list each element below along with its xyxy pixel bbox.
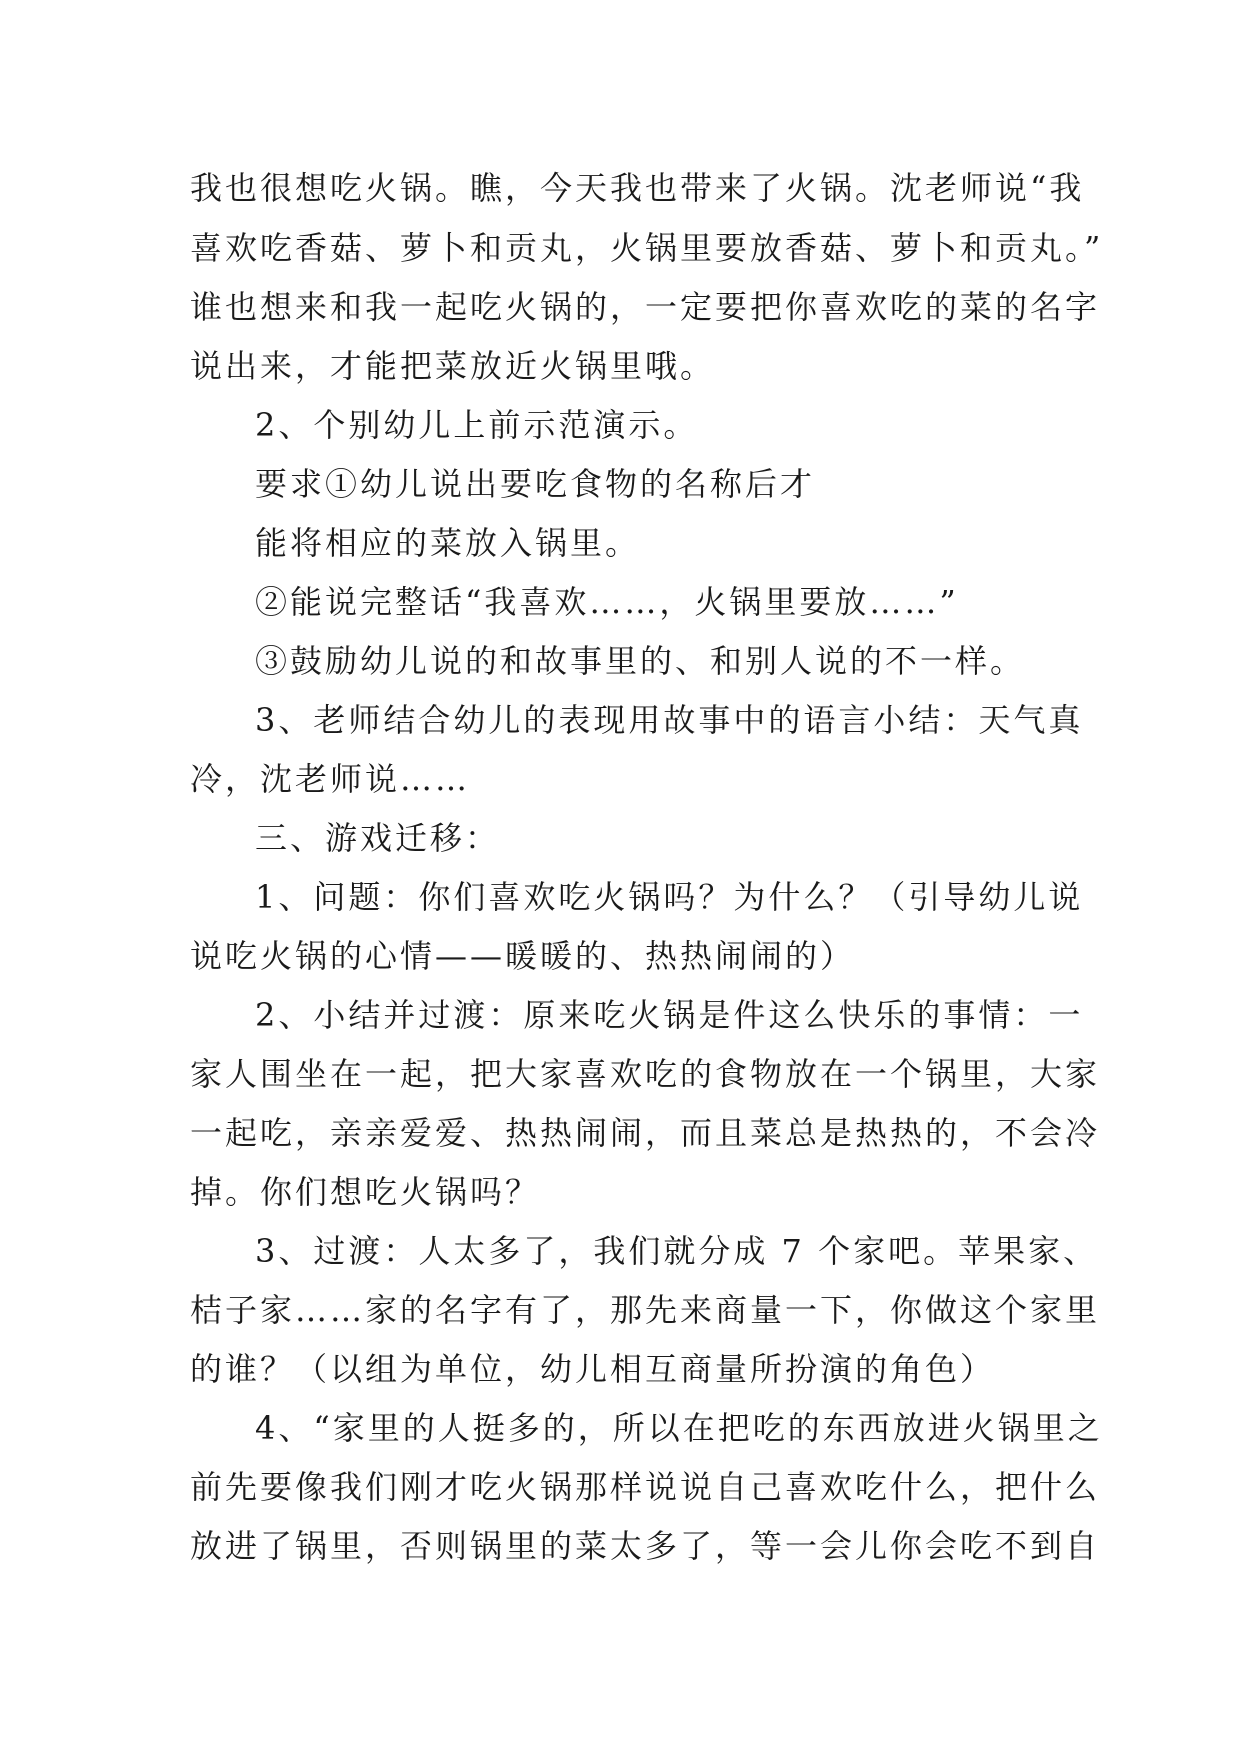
text-line: 冷，沈老师说…… [190,760,471,798]
text-line: 1、问题：你们喜欢吃火锅吗？为什么？（引导幼儿说 [255,878,1084,916]
text-line: 3、老师结合幼儿的表现用故事中的语言小结：天气真 [255,701,1084,739]
text-line: ③鼓励幼儿说的和故事里的、和别人说的不一样。 [255,642,1026,680]
text-line: 说出来，才能把菜放近火锅里哦。 [190,347,716,385]
text-line: 2、个别幼儿上前示范演示。 [255,406,699,444]
text-line: 说吃火锅的心情——暖暖的、热热闹闹的） [190,937,856,975]
section-heading: 三、游戏迁移： [255,819,501,857]
text-line: 3、过渡：人太多了，我们就分成 7 个家吧。苹果家、 [255,1232,1099,1270]
text-line: 一起吃，亲亲爱爱、热热闹闹，而且菜总是热热的，不会冷 [190,1114,1101,1152]
text-line: 能将相应的菜放入锅里。 [255,524,641,562]
text-line: ②能说完整话“我喜欢……，火锅里要放……” [255,583,959,621]
text-line: 谁也想来和我一起吃火锅的，一定要把你喜欢吃的菜的名字 [190,288,1101,326]
text-line: 我也很想吃火锅。瞧，今天我也带来了火锅。沈老师说“我 [190,169,1085,207]
text-line: 放进了锅里，否则锅里的菜太多了，等一会儿你会吃不到自 [190,1527,1101,1565]
text-line: 要求①幼儿说出要吃食物的名称后才 [255,465,816,503]
text-line: 4、“家里的人挺多的，所以在把吃的东西放进火锅里之 [255,1409,1103,1447]
text-line: 2、小结并过渡：原来吃火锅是件这么快乐的事情：一 [255,996,1084,1034]
text-line: 掉。你们想吃火锅吗？ [190,1173,541,1211]
text-line: 的谁？（以组为单位，幼儿相互商量所扮演的角色） [190,1350,996,1388]
text-line: 家人围坐在一起，把大家喜欢吃的食物放在一个锅里，大家 [190,1055,1101,1093]
text-line: 喜欢吃香菇、萝卜和贡丸，火锅里要放香菇、萝卜和贡丸。” [190,229,1104,267]
text-line: 桔子家……家的名字有了，那先来商量一下，你做这个家里 [190,1291,1101,1329]
text-line: 前先要像我们刚才吃火锅那样说说自己喜欢吃什么，把什么 [190,1468,1101,1506]
